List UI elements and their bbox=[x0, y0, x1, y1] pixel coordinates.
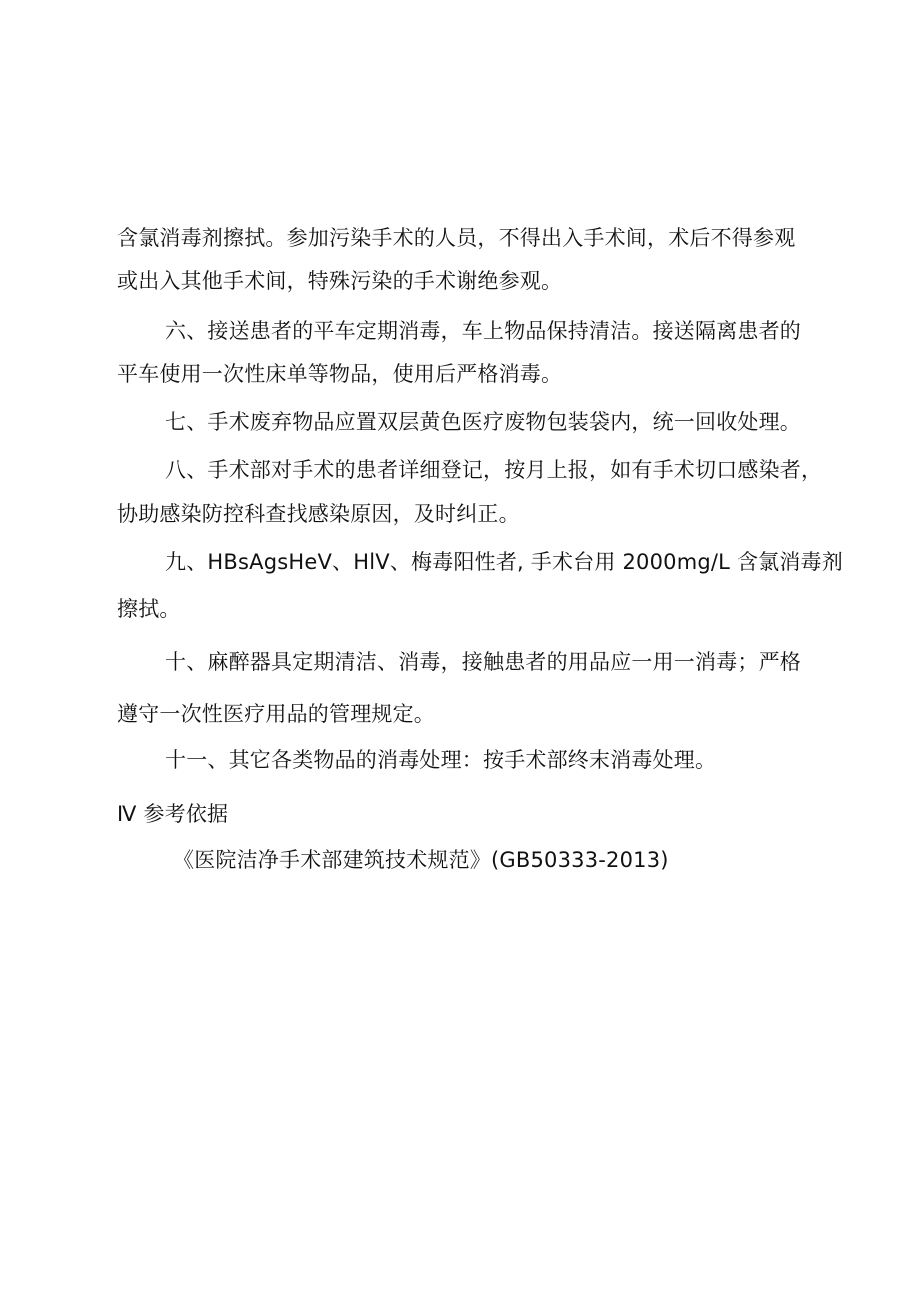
reference-citation: 《医院洁净手术部建筑技术规范》(GB50333-2013) bbox=[173, 848, 669, 872]
paragraph-line: 九、HBsAgsHeV、HlV、梅毒阳性者, 手术台用 2000mg/L 含氯消毒剂 bbox=[165, 550, 843, 574]
paragraph-line: 八、手术部对手术的患者详细登记，按月上报，如有手术切口感染者， bbox=[165, 458, 823, 482]
paragraph-line: 十一、其它各类物品的消毒处理：按手术部终末消毒处理。 bbox=[165, 748, 717, 772]
paragraph-line: 平车使用一次性床单等物品，使用后严格消毒。 bbox=[117, 362, 563, 386]
paragraph-line: 擦拭。 bbox=[117, 597, 181, 621]
paragraph-line: 含氯消毒剂擦拭。参加污染手术的人员，不得出入手术间，术后不得参观 bbox=[117, 226, 796, 250]
paragraph-line: 十、麻醉器具定期清洁、消毒，接触患者的用品应一用一消毒；严格 bbox=[165, 650, 801, 674]
paragraph-line: 协助感染防控科查找感染原因，及时纠正。 bbox=[117, 502, 520, 526]
paragraph-line: 遵守一次性医疗用品的管理规定。 bbox=[117, 702, 435, 726]
paragraph-line: 六、接送患者的平车定期消毒，车上物品保持清洁。接送隔离患者的 bbox=[165, 319, 801, 343]
paragraph-line: 或出入其他手术间，特殊污染的手术谢绝参观。 bbox=[117, 269, 563, 293]
paragraph-line: 七、手术废弃物品应置双层黄色医疗废物包装袋内，统一回收处理。 bbox=[165, 410, 801, 434]
section-heading: Ⅳ 参考依据 bbox=[117, 802, 229, 826]
